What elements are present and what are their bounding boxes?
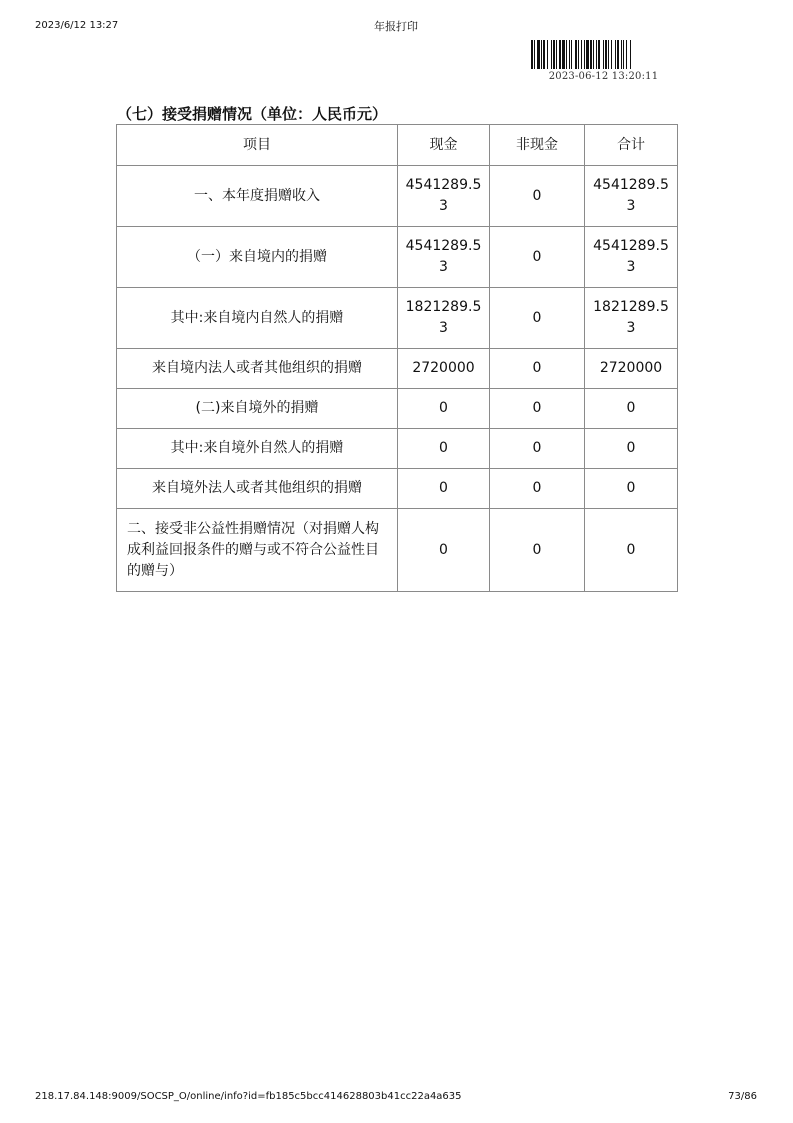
- cell-cash: 1821289.53: [398, 288, 490, 349]
- cell-non-cash: 0: [490, 227, 585, 288]
- footer-page-number: 73/86: [728, 1091, 757, 1102]
- cell-item: (二)来自境外的捐赠: [117, 389, 398, 429]
- cell-item: 一、本年度捐赠收入: [117, 166, 398, 227]
- column-header-non-cash: 非现金: [490, 125, 585, 166]
- cell-non-cash: 0: [490, 166, 585, 227]
- table-row: [117, 288, 678, 349]
- table-row: [117, 349, 678, 389]
- cell-total: 0: [585, 509, 678, 592]
- cell-total: 0: [585, 469, 678, 509]
- cell-cash: 4541289.53: [398, 166, 490, 227]
- section-heading: （七）接受捐赠情况（单位：人民币元）: [117, 105, 388, 123]
- barcode-timestamp: 2023-06-12 13:20:11: [548, 71, 659, 82]
- cell-total: 0: [585, 429, 678, 469]
- cell-non-cash: 0: [490, 349, 585, 389]
- cell-cash: 0: [398, 509, 490, 592]
- table-row: [117, 389, 678, 429]
- cell-non-cash: 0: [490, 389, 585, 429]
- table-row: [117, 509, 678, 592]
- column-header-item: 项目: [117, 125, 398, 166]
- barcode-image: [531, 40, 676, 69]
- table-row: [117, 469, 678, 509]
- table-row: [117, 166, 678, 227]
- table-row: [117, 227, 678, 288]
- barcode-graphic: [531, 40, 676, 69]
- cell-total: 0: [585, 389, 678, 429]
- cell-item: 来自境外法人或者其他组织的捐赠: [117, 469, 398, 509]
- cell-cash: 2720000: [398, 349, 490, 389]
- cell-item: 其中:来自境外自然人的捐赠: [117, 429, 398, 469]
- cell-item: 来自境内法人或者其他组织的捐赠: [117, 349, 398, 389]
- cell-item: （一）来自境内的捐赠: [117, 227, 398, 288]
- cell-item: 二、接受非公益性捐赠情况（对捐赠人构成利益回报条件的赠与或不符合公益性目的赠与）: [117, 509, 398, 592]
- footer-url: 218.17.84.148:9009/SOCSP_O/online/info?id=fb185c5bcc414628803b41cc22a4a635: [35, 1091, 462, 1102]
- cell-cash: 0: [398, 429, 490, 469]
- cell-non-cash: 0: [490, 509, 585, 592]
- donation-table: [116, 124, 678, 592]
- cell-total: 4541289.53: [585, 227, 678, 288]
- print-datetime: 2023/6/12 13:27: [35, 20, 119, 31]
- cell-cash: 4541289.53: [398, 227, 490, 288]
- cell-total: 4541289.53: [585, 166, 678, 227]
- cell-non-cash: 0: [490, 288, 585, 349]
- cell-cash: 0: [398, 389, 490, 429]
- table-row: [117, 429, 678, 469]
- cell-total: 2720000: [585, 349, 678, 389]
- cell-non-cash: 0: [490, 429, 585, 469]
- table-header-row: [117, 125, 678, 166]
- cell-non-cash: 0: [490, 469, 585, 509]
- cell-total: 1821289.53: [585, 288, 678, 349]
- column-header-total: 合计: [585, 125, 678, 166]
- column-header-cash: 现金: [398, 125, 490, 166]
- cell-item: 其中:来自境内自然人的捐赠: [117, 288, 398, 349]
- cell-cash: 0: [398, 469, 490, 509]
- print-page-title: 年报打印: [374, 20, 418, 33]
